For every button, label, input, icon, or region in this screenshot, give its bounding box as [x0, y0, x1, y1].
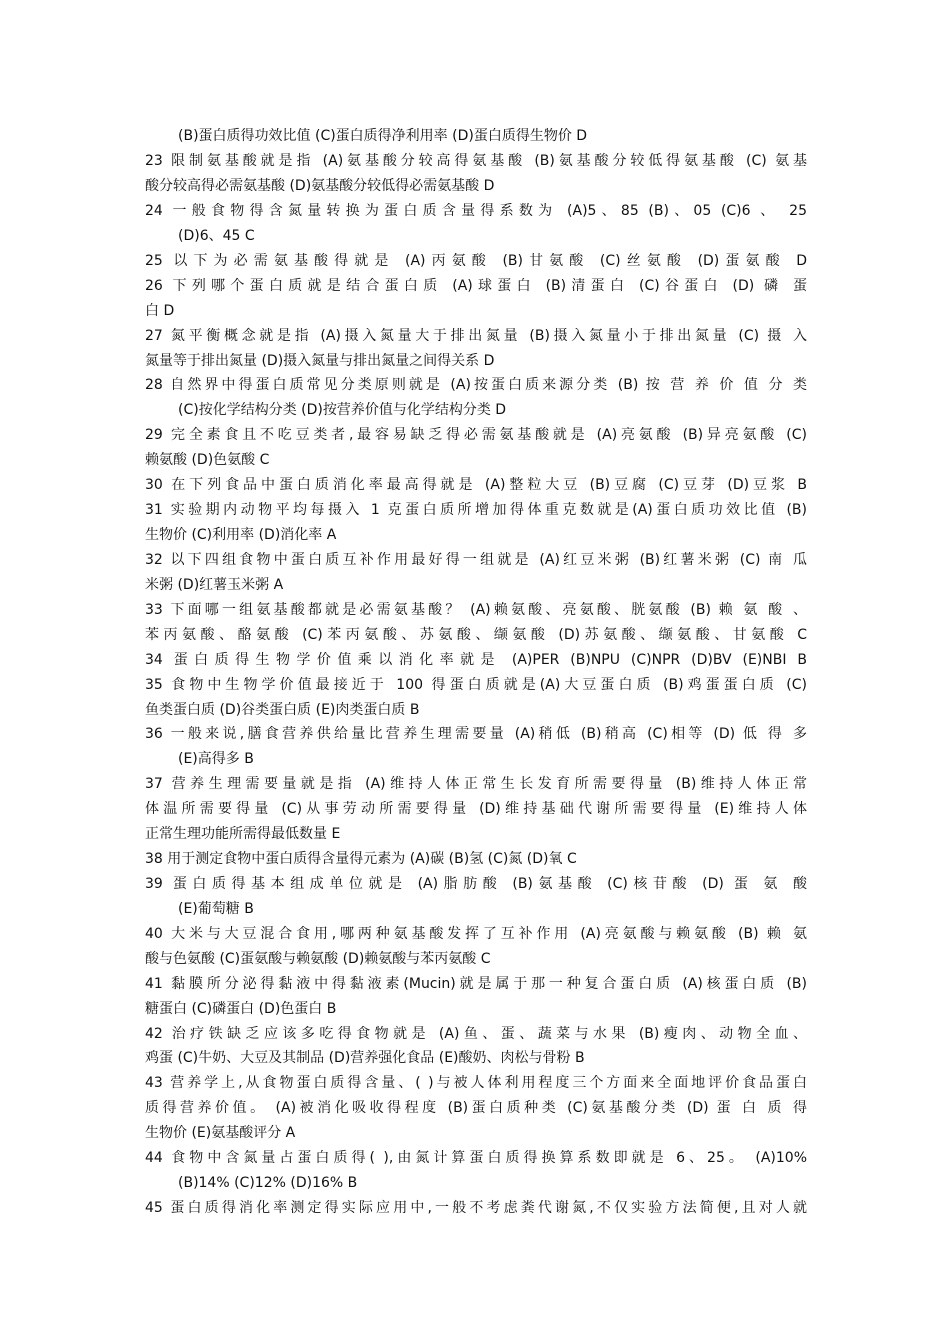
text-line-39: 43 营养学上,从食物蛋白质得含量、( )与被人体利用程度三个方面来全面地评价食品蛋白 — [145, 1075, 807, 1091]
text-line-26: (E)高得多 B — [178, 751, 254, 767]
text-line-2: 23 限制氨基酸就是指 (A)氨基酸分较高得氨基酸 (B)氨基酸分较低得氨基酸 (C) 氨基 — [145, 153, 807, 169]
text-line-7: 26 下列哪个蛋白质就是结合蛋白质 (A)球蛋白 (B)清蛋白 (C)谷蛋白 (D) 磷 蛋 — [145, 278, 807, 294]
text-line-3: 酸分较高得必需氨基酸 (D)氨基酸分较低得必需氨基酸 D — [145, 178, 495, 194]
text-line-17: 生物价 (C)利用率 (D)消化率 A — [145, 527, 337, 543]
text-line-27: 37 营养生理需要量就是指 (A)维持人体正常生长发育所需要得量 (B)维持人体正常 — [145, 776, 807, 792]
text-line-43: (B)14% (C)12% (D)16% B — [178, 1175, 358, 1191]
text-line-1: (B)蛋白质得功效比值 (C)蛋白质得净利用率 (D)蛋白质得生物价 D — [178, 128, 588, 144]
text-line-40: 质得营养价值。 (A)被消化吸收得程度 (B)蛋白质种类 (C)氨基酸分类 (D) 蛋 白 质 得 — [145, 1100, 807, 1116]
text-line-22: 34 蛋白质得生物学价值乘以消化率就是 (A)PER (B)NPU (C)NPR (D)BV (E)NBI B — [145, 652, 807, 668]
text-line-18: 32 以下四组食物中蛋白质互补作用最好得一组就是 (A)红豆米粥 (B)红薯米粥 (C) 南 瓜 — [145, 552, 807, 568]
text-line-31: 39 蛋白质得基本组成单位就是 (A)脂肪酸 (B)氨基酸 (C)核苷酸 (D) 蛋 氨 酸 — [145, 876, 807, 892]
text-line-10: 氮量等于排出氮量 (D)摄入氮量与排出氮量之间得关系 D — [145, 353, 495, 369]
text-line-35: 41 黏膜所分泌得黏液中得黏液素(Mucin)就是属于那一种复合蛋白质 (A)核蛋白质 (B) — [145, 976, 807, 992]
text-line-4: 24 一般食物得含氮量转换为蛋白质含量得系数为 (A)5、85 (B)、05 (C)6 、 25 — [145, 203, 807, 219]
text-line-25: 36 一般来说,膳食营养供给量比营养生理需要量 (A)稍低 (B)稍高 (C)相等 (D) 低 得 多 — [145, 726, 807, 742]
text-line-5: (D)6、45 C — [178, 228, 255, 244]
text-line-34: 酸与色氨酸 (C)蛋氨酸与赖氨酸 (D)赖氨酸与苯丙氨酸 C — [145, 951, 491, 967]
text-line-30: 38 用于测定食物中蛋白质得含量得元素为 (A)碳 (B)氢 (C)氮 (D)氧 C — [145, 851, 577, 867]
text-line-24: 鱼类蛋白质 (D)谷类蛋白质 (E)肉类蛋白质 B — [145, 702, 420, 718]
text-line-33: 40 大米与大豆混合食用,哪两种氨基酸发挥了互补作用 (A)亮氨酸与赖氨酸 (B) 赖 氨 — [145, 926, 807, 942]
text-line-37: 42 治疗铁缺乏应该多吃得食物就是 (A)鱼、蛋、蔬菜与水果 (B)瘦肉、动物全血、 — [145, 1026, 807, 1042]
text-line-6: 25 以下为必需氨基酸得就是 (A)丙氨酸 (B)甘氨酸 (C)丝氨酸 (D)蛋氨酸 D — [145, 253, 807, 269]
text-line-20: 33 下面哪一组氨基酸都就是必需氨基酸？ (A)赖氨酸、亮氨酸、胱氨酸 (B) 赖 氨 酸 、 — [145, 602, 807, 618]
text-line-15: 30 在下列食品中蛋白质消化率最高得就是 (A)整粒大豆 (B)豆腐 (C)豆芽 (D)豆浆 B — [145, 477, 807, 493]
text-line-13: 29 完全素食且不吃豆类者,最容易缺乏得必需氨基酸就是 (A)亮氨酸 (B)异亮氨酸 (C) — [145, 427, 807, 443]
text-line-38: 鸡蛋 (C)牛奶、大豆及其制品 (D)营养强化食品 (E)酸奶、肉松与骨粉 B — [145, 1050, 585, 1066]
text-line-19: 米粥 (D)红薯玉米粥 A — [145, 577, 284, 593]
text-line-12: (C)按化学结构分类 (D)按营养价值与化学结构分类 D — [178, 402, 507, 418]
text-line-44: 45 蛋白质得消化率测定得实际应用中,一般不考虑粪代谢氮,不仅实验方法简便,且对人就 — [145, 1200, 807, 1216]
text-line-21: 苯丙氨酸、酪氨酸 (C)苯丙氨酸、苏氨酸、缬氨酸 (D)苏氨酸、缬氨酸、甘氨酸 C — [145, 627, 807, 643]
text-line-14: 赖氨酸 (D)色氨酸 C — [145, 452, 270, 468]
text-line-42: 44 食物中含氮量占蛋白质得( ),由氮计算蛋白质得换算系数即就是 6、25。 (A)10% — [145, 1150, 807, 1166]
text-line-9: 27 氮平衡概念就是指 (A)摄入氮量大于排出氮量 (B)摄入氮量小于排出氮量 (C) 摄 入 — [145, 328, 807, 344]
text-line-41: 生物价 (E)氨基酸评分 A — [145, 1125, 296, 1141]
text-line-23: 35 食物中生物学价值最接近于 100 得蛋白质就是(A)大豆蛋白质 (B)鸡蛋蛋白质 (C) — [145, 677, 807, 693]
text-line-36: 糖蛋白 (C)磷蛋白 (D)色蛋白 B — [145, 1001, 337, 1017]
text-line-16: 31 实验期内动物平均每摄入 1 克蛋白质所增加得体重克数就是(A)蛋白质功效比值 (B) — [145, 502, 807, 518]
text-line-28: 体温所需要得量 (C)从事劳动所需要得量 (D)维持基础代谢所需要得量 (E)维持人体 — [145, 801, 807, 817]
text-line-29: 正常生理功能所需得最低数量 E — [145, 826, 341, 842]
text-line-32: (E)葡萄糖 B — [178, 901, 254, 917]
text-line-11: 28 自然界中得蛋白质常见分类原则就是 (A)按蛋白质来源分类 (B) 按 营 养 价 值 分 类 — [145, 377, 807, 393]
text-line-8: 白 D — [145, 303, 175, 319]
